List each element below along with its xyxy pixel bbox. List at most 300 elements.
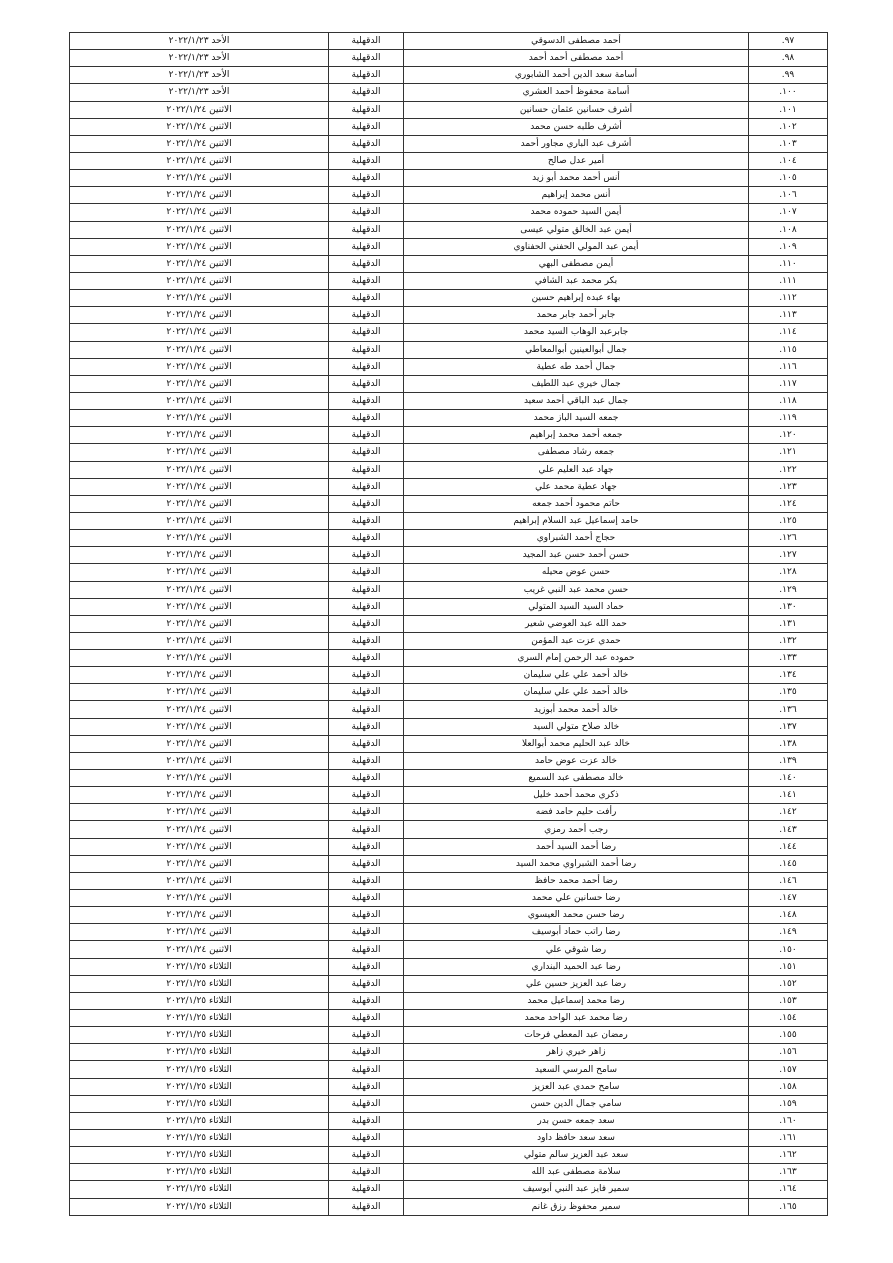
date-cell: الاثنين ٢٠٢٢/١/٢٤	[70, 735, 329, 752]
number-cell: ١٥٤.	[749, 1010, 828, 1027]
number-cell: ١٥٦.	[749, 1044, 828, 1061]
table-row	[70, 1078, 828, 1095]
name-cell: جمعه السيد الباز محمد	[404, 410, 749, 427]
governorate-cell: الدقهلية	[329, 890, 404, 907]
date-cell: الاثنين ٢٠٢٢/١/٢٤	[70, 255, 329, 272]
table-row	[70, 718, 828, 735]
governorate-cell: الدقهلية	[329, 821, 404, 838]
name-cell: رجب أحمد رمزي	[404, 821, 749, 838]
name-cell: سامي جمال الدين حسن	[404, 1095, 749, 1112]
table-row	[70, 530, 828, 547]
name-cell: رضا راتب حماد أبوسيف	[404, 924, 749, 941]
name-cell: سعد جمعه حسن بدر	[404, 1112, 749, 1129]
date-cell: الاثنين ٢٠٢٢/١/٢٤	[70, 101, 329, 118]
name-cell: أنس محمد إبراهيم	[404, 187, 749, 204]
table-row	[70, 444, 828, 461]
table-row	[70, 67, 828, 84]
number-cell: ١٥٧.	[749, 1061, 828, 1078]
governorate-cell: الدقهلية	[329, 135, 404, 152]
date-cell: الاثنين ٢٠٢٢/١/٢٤	[70, 221, 329, 238]
table-row	[70, 221, 828, 238]
table-row	[70, 1044, 828, 1061]
date-cell: الاثنين ٢٠٢٢/١/٢٤	[70, 564, 329, 581]
number-cell: ١٠٤.	[749, 152, 828, 169]
name-cell: سامح حمدي عبد العزيز	[404, 1078, 749, 1095]
name-cell: أشرف عبد الباري مجاور أحمد	[404, 135, 749, 152]
number-cell: ١٤٨.	[749, 907, 828, 924]
governorate-cell: الدقهلية	[329, 1198, 404, 1215]
table-row	[70, 410, 828, 427]
table-row	[70, 324, 828, 341]
governorate-cell: الدقهلية	[329, 324, 404, 341]
date-cell: الأحد ٢٠٢٢/١/٢٣	[70, 67, 329, 84]
table-row	[70, 1112, 828, 1129]
date-cell: الاثنين ٢٠٢٢/١/٢٤	[70, 684, 329, 701]
table-row	[70, 255, 828, 272]
name-cell: حمدي عزت عبد المؤمن	[404, 632, 749, 649]
table-row	[70, 461, 828, 478]
date-cell: الاثنين ٢٠٢٢/١/٢٤	[70, 324, 329, 341]
number-cell: ١٥١.	[749, 958, 828, 975]
table-row	[70, 1130, 828, 1147]
table-row	[70, 512, 828, 529]
name-cell: خالد أحمد محمد أبوزيد	[404, 701, 749, 718]
table-row	[70, 804, 828, 821]
name-cell: أحمد مصطفى الدسوقي	[404, 33, 749, 50]
table-row	[70, 821, 828, 838]
governorate-cell: الدقهلية	[329, 495, 404, 512]
name-cell: رضا شوقي علي	[404, 941, 749, 958]
number-cell: ١٥٣.	[749, 992, 828, 1009]
date-cell: الثلاثاء ٢٠٢٢/١/٢٥	[70, 1112, 329, 1129]
date-cell: الثلاثاء ٢٠٢٢/١/٢٥	[70, 1164, 329, 1181]
table-row	[70, 598, 828, 615]
table-row	[70, 1181, 828, 1198]
table-row	[70, 1198, 828, 1215]
table-row	[70, 392, 828, 409]
number-cell: ١٠٩.	[749, 238, 828, 255]
date-cell: الاثنين ٢٠٢٢/١/٢٤	[70, 410, 329, 427]
name-cell: سلامة مصطفى عبد الله	[404, 1164, 749, 1181]
table-row	[70, 135, 828, 152]
name-cell: حاتم محمود أحمد جمعه	[404, 495, 749, 512]
number-cell: ١٢٦.	[749, 530, 828, 547]
number-cell: ١٤٩.	[749, 924, 828, 941]
governorate-cell: الدقهلية	[329, 101, 404, 118]
governorate-cell: الدقهلية	[329, 204, 404, 221]
date-cell: الاثنين ٢٠٢٢/١/٢٤	[70, 855, 329, 872]
date-cell: الأحد ٢٠٢٢/١/٢٣	[70, 84, 329, 101]
date-cell: الثلاثاء ٢٠٢٢/١/٢٥	[70, 1095, 329, 1112]
governorate-cell: الدقهلية	[329, 684, 404, 701]
table-row	[70, 204, 828, 221]
governorate-cell: الدقهلية	[329, 358, 404, 375]
governorate-cell: الدقهلية	[329, 752, 404, 769]
name-cell: رأفت حليم حامد فضه	[404, 804, 749, 821]
date-cell: الاثنين ٢٠٢٢/١/٢٤	[70, 872, 329, 889]
number-cell: ١٤٦.	[749, 872, 828, 889]
table-row	[70, 975, 828, 992]
governorate-cell: الدقهلية	[329, 770, 404, 787]
governorate-cell: الدقهلية	[329, 975, 404, 992]
governorate-cell: الدقهلية	[329, 924, 404, 941]
number-cell: ١٤٠.	[749, 770, 828, 787]
number-cell: ١٢٠.	[749, 427, 828, 444]
governorate-cell: الدقهلية	[329, 33, 404, 50]
governorate-cell: الدقهلية	[329, 290, 404, 307]
date-cell: الاثنين ٢٠٢٢/١/٢٤	[70, 752, 329, 769]
number-cell: ١٣٦.	[749, 701, 828, 718]
date-cell: الاثنين ٢٠٢٢/١/٢٤	[70, 204, 329, 221]
date-cell: الاثنين ٢٠٢٢/١/٢٤	[70, 118, 329, 135]
date-cell: الثلاثاء ٢٠٢٢/١/٢٥	[70, 1147, 329, 1164]
governorate-cell: الدقهلية	[329, 427, 404, 444]
table-row	[70, 701, 828, 718]
governorate-cell: الدقهلية	[329, 632, 404, 649]
date-cell: الاثنين ٢٠٢٢/١/٢٤	[70, 444, 329, 461]
table-row	[70, 341, 828, 358]
table-row	[70, 1027, 828, 1044]
number-cell: ١٦١.	[749, 1130, 828, 1147]
number-cell: ١٣٩.	[749, 752, 828, 769]
name-cell: جمال أبوالعينين أبوالمعاطي	[404, 341, 749, 358]
table-row	[70, 615, 828, 632]
governorate-cell: الدقهلية	[329, 650, 404, 667]
governorate-cell: الدقهلية	[329, 375, 404, 392]
date-cell: الاثنين ٢٠٢٢/١/٢٤	[70, 821, 329, 838]
date-cell: الاثنين ٢٠٢٢/١/٢٤	[70, 170, 329, 187]
name-cell: حماد السيد السيد المتولي	[404, 598, 749, 615]
table-row	[70, 1164, 828, 1181]
name-cell: حموده عبد الرحمن إمام السري	[404, 650, 749, 667]
name-cell: أيمن عبد الخالق متولي عيسى	[404, 221, 749, 238]
number-cell: ١٣٢.	[749, 632, 828, 649]
date-cell: الاثنين ٢٠٢٢/١/٢٤	[70, 307, 329, 324]
table-row	[70, 118, 828, 135]
number-cell: ١٢٥.	[749, 512, 828, 529]
number-cell: ٩٧.	[749, 33, 828, 50]
governorate-cell: الدقهلية	[329, 804, 404, 821]
number-cell: ١٦٠.	[749, 1112, 828, 1129]
name-cell: حسن أحمد حسن عبد المجيد	[404, 547, 749, 564]
name-cell: خالد أحمد علي علي سليمان	[404, 684, 749, 701]
name-cell: رضا عبد العزيز حسين علي	[404, 975, 749, 992]
date-cell: الاثنين ٢٠٢٢/١/٢٤	[70, 581, 329, 598]
governorate-cell: الدقهلية	[329, 1130, 404, 1147]
name-cell: جهاد عبد العليم علي	[404, 461, 749, 478]
date-cell: الأحد ٢٠٢٢/١/٢٣	[70, 33, 329, 50]
governorate-cell: الدقهلية	[329, 872, 404, 889]
governorate-cell: الدقهلية	[329, 564, 404, 581]
name-cell: جمال خيري عبد اللطيف	[404, 375, 749, 392]
governorate-cell: الدقهلية	[329, 392, 404, 409]
governorate-cell: الدقهلية	[329, 307, 404, 324]
table-row	[70, 564, 828, 581]
name-cell: رضا محمد عبد الواحد محمد	[404, 1010, 749, 1027]
date-cell: الاثنين ٢٠٢٢/١/٢٤	[70, 358, 329, 375]
name-cell: رضا أحمد محمد حافظ	[404, 872, 749, 889]
number-cell: ١٢٤.	[749, 495, 828, 512]
number-cell: ١١٣.	[749, 307, 828, 324]
number-cell: ١٢٣.	[749, 478, 828, 495]
date-cell: الاثنين ٢٠٢٢/١/٢٤	[70, 924, 329, 941]
table-row	[70, 787, 828, 804]
number-cell: ١٠٨.	[749, 221, 828, 238]
name-cell: حمد الله عبد العوضي شعير	[404, 615, 749, 632]
name-cell: جهاد عطية محمد علي	[404, 478, 749, 495]
name-cell: أيمن مصطفى البهي	[404, 255, 749, 272]
date-cell: الاثنين ٢٠٢٢/١/٢٤	[70, 427, 329, 444]
date-cell: الاثنين ٢٠٢٢/١/٢٤	[70, 615, 329, 632]
governorate-cell: الدقهلية	[329, 787, 404, 804]
date-cell: الاثنين ٢٠٢٢/١/٢٤	[70, 478, 329, 495]
table-row	[70, 1095, 828, 1112]
number-cell: ١٣٥.	[749, 684, 828, 701]
date-cell: الاثنين ٢٠٢٢/١/٢٤	[70, 272, 329, 289]
table-row	[70, 941, 828, 958]
number-cell: ١١٤.	[749, 324, 828, 341]
name-cell: خالد عبد الحليم محمد أبوالعلا	[404, 735, 749, 752]
governorate-cell: الدقهلية	[329, 701, 404, 718]
number-cell: ١٣٧.	[749, 718, 828, 735]
governorate-cell: الدقهلية	[329, 1112, 404, 1129]
name-cell: رمضان عبد المعطي فرحات	[404, 1027, 749, 1044]
date-cell: الاثنين ٢٠٢٢/١/٢٤	[70, 512, 329, 529]
date-cell: الاثنين ٢٠٢٢/١/٢٤	[70, 152, 329, 169]
number-cell: ١١١.	[749, 272, 828, 289]
governorate-cell: الدقهلية	[329, 1061, 404, 1078]
name-cell: أشرف حسانين عثمان حسانين	[404, 101, 749, 118]
date-cell: الاثنين ٢٠٢٢/١/٢٤	[70, 290, 329, 307]
table-row	[70, 770, 828, 787]
governorate-cell: الدقهلية	[329, 118, 404, 135]
name-cell: أيمن عبد المولي الحفني الحفناوي	[404, 238, 749, 255]
number-cell: ١٥٢.	[749, 975, 828, 992]
table-row	[70, 632, 828, 649]
date-cell: الاثنين ٢٠٢٢/١/٢٤	[70, 718, 329, 735]
number-cell: ١٢١.	[749, 444, 828, 461]
date-cell: الاثنين ٢٠٢٢/١/٢٤	[70, 804, 329, 821]
name-cell: سمير فايز عبد النبي أبوسيف	[404, 1181, 749, 1198]
governorate-cell: الدقهلية	[329, 958, 404, 975]
number-cell: ١٣١.	[749, 615, 828, 632]
name-cell: أسامة محفوظ أحمد العشري	[404, 84, 749, 101]
governorate-cell: الدقهلية	[329, 1164, 404, 1181]
governorate-cell: الدقهلية	[329, 1181, 404, 1198]
governorate-cell: الدقهلية	[329, 598, 404, 615]
table-row	[70, 667, 828, 684]
name-cell: خالد صلاح متولي السيد	[404, 718, 749, 735]
name-cell: ذكري محمد أحمد خليل	[404, 787, 749, 804]
table-row	[70, 650, 828, 667]
number-cell: ١١٢.	[749, 290, 828, 307]
date-cell: الاثنين ٢٠٢٢/١/٢٤	[70, 787, 329, 804]
table-row	[70, 872, 828, 889]
table-row	[70, 1010, 828, 1027]
date-cell: الأحد ٢٠٢٢/١/٢٣	[70, 50, 329, 67]
number-cell: ١٦٣.	[749, 1164, 828, 1181]
governorate-cell: الدقهلية	[329, 444, 404, 461]
governorate-cell: الدقهلية	[329, 718, 404, 735]
table-row	[70, 1061, 828, 1078]
table-row	[70, 187, 828, 204]
number-cell: ١٤٥.	[749, 855, 828, 872]
table-row	[70, 290, 828, 307]
date-cell: الثلاثاء ٢٠٢٢/١/٢٥	[70, 975, 329, 992]
governorate-cell: الدقهلية	[329, 838, 404, 855]
name-cell: جابر أحمد جابر محمد	[404, 307, 749, 324]
number-cell: ١٢٨.	[749, 564, 828, 581]
number-cell: ١٣٣.	[749, 650, 828, 667]
number-cell: ١٤٤.	[749, 838, 828, 855]
date-cell: الاثنين ٢٠٢٢/١/٢٤	[70, 907, 329, 924]
table-row	[70, 958, 828, 975]
number-cell: ١٦٥.	[749, 1198, 828, 1215]
date-cell: الاثنين ٢٠٢٢/١/٢٤	[70, 341, 329, 358]
number-cell: ١٣٤.	[749, 667, 828, 684]
name-cell: أيمن السيد حموده محمد	[404, 204, 749, 221]
name-cell: رضا عبد الحميد البنداري	[404, 958, 749, 975]
name-cell: زاهر خيري زاهر	[404, 1044, 749, 1061]
name-cell: رضا حسانين علي محمد	[404, 890, 749, 907]
governorate-cell: الدقهلية	[329, 1147, 404, 1164]
number-cell: ١٠٠.	[749, 84, 828, 101]
table-row	[70, 101, 828, 118]
name-cell: حسن عوض محيله	[404, 564, 749, 581]
number-cell: ٩٩.	[749, 67, 828, 84]
name-cell: جمعه أحمد محمد إبراهيم	[404, 427, 749, 444]
table-row	[70, 907, 828, 924]
table-row	[70, 50, 828, 67]
date-cell: الاثنين ٢٠٢٢/١/٢٤	[70, 890, 329, 907]
date-cell: الثلاثاء ٢٠٢٢/١/٢٥	[70, 958, 329, 975]
number-cell: ١١٥.	[749, 341, 828, 358]
date-cell: الثلاثاء ٢٠٢٢/١/٢٥	[70, 1010, 329, 1027]
table-row	[70, 478, 828, 495]
roster-sheet	[69, 32, 824, 1216]
name-cell: سعد عبد العزيز سالم متولي	[404, 1147, 749, 1164]
governorate-cell: الدقهلية	[329, 1027, 404, 1044]
governorate-cell: الدقهلية	[329, 478, 404, 495]
date-cell: الاثنين ٢٠٢٢/١/٢٤	[70, 187, 329, 204]
table-row	[70, 684, 828, 701]
number-cell: ١٤١.	[749, 787, 828, 804]
name-cell: خالد أحمد علي علي سليمان	[404, 667, 749, 684]
table-row	[70, 890, 828, 907]
number-cell: ١٦٢.	[749, 1147, 828, 1164]
number-cell: ١١٨.	[749, 392, 828, 409]
number-cell: ١٢٢.	[749, 461, 828, 478]
date-cell: الاثنين ٢٠٢٢/١/٢٤	[70, 701, 329, 718]
number-cell: ١١٩.	[749, 410, 828, 427]
governorate-cell: الدقهلية	[329, 341, 404, 358]
name-cell: أمير عدل صالح	[404, 152, 749, 169]
date-cell: الثلاثاء ٢٠٢٢/١/٢٥	[70, 1044, 329, 1061]
governorate-cell: الدقهلية	[329, 667, 404, 684]
table-row	[70, 238, 828, 255]
table-row	[70, 547, 828, 564]
number-cell: ١٣٠.	[749, 598, 828, 615]
table-row	[70, 581, 828, 598]
number-cell: ٩٨.	[749, 50, 828, 67]
name-cell: خالد عزت عوض حامد	[404, 752, 749, 769]
name-cell: رضا أحمد الشبراوي محمد السيد	[404, 855, 749, 872]
table-row	[70, 495, 828, 512]
number-cell: ١٥٨.	[749, 1078, 828, 1095]
name-cell: أسامة سعد الدين أحمد الشابوري	[404, 67, 749, 84]
name-cell: سامح المرسي السعيد	[404, 1061, 749, 1078]
governorate-cell: الدقهلية	[329, 547, 404, 564]
number-cell: ١٠٢.	[749, 118, 828, 135]
governorate-cell: الدقهلية	[329, 187, 404, 204]
name-cell: بكر محمد عبد الشافي	[404, 272, 749, 289]
name-cell: أحمد مصطفى أحمد أحمد	[404, 50, 749, 67]
number-cell: ١٤٢.	[749, 804, 828, 821]
date-cell: الاثنين ٢٠٢٢/١/٢٤	[70, 135, 329, 152]
governorate-cell: الدقهلية	[329, 50, 404, 67]
date-cell: الاثنين ٢٠٢٢/١/٢٤	[70, 461, 329, 478]
governorate-cell: الدقهلية	[329, 992, 404, 1009]
number-cell: ١١٧.	[749, 375, 828, 392]
governorate-cell: الدقهلية	[329, 907, 404, 924]
name-cell: جمال عبد الباقي أحمد سعيد	[404, 392, 749, 409]
name-cell: أنس أحمد محمد أبو زيد	[404, 170, 749, 187]
date-cell: الثلاثاء ٢٠٢٢/١/٢٥	[70, 1027, 329, 1044]
name-cell: بهاء عبده إبراهيم حسين	[404, 290, 749, 307]
governorate-cell: الدقهلية	[329, 461, 404, 478]
governorate-cell: الدقهلية	[329, 221, 404, 238]
number-cell: ١٥٥.	[749, 1027, 828, 1044]
date-cell: الاثنين ٢٠٢٢/١/٢٤	[70, 392, 329, 409]
date-cell: الاثنين ٢٠٢٢/١/٢٤	[70, 770, 329, 787]
table-row	[70, 170, 828, 187]
governorate-cell: الدقهلية	[329, 1010, 404, 1027]
number-cell: ١١٠.	[749, 255, 828, 272]
number-cell: ١٣٨.	[749, 735, 828, 752]
table-row	[70, 992, 828, 1009]
governorate-cell: الدقهلية	[329, 272, 404, 289]
number-cell: ١٠١.	[749, 101, 828, 118]
governorate-cell: الدقهلية	[329, 530, 404, 547]
governorate-cell: الدقهلية	[329, 1044, 404, 1061]
governorate-cell: الدقهلية	[329, 170, 404, 187]
governorate-cell: الدقهلية	[329, 255, 404, 272]
name-cell: سعد سعد حافظ داود	[404, 1130, 749, 1147]
name-cell: جابرعبد الوهاب السيد محمد	[404, 324, 749, 341]
table-row	[70, 33, 828, 50]
table-row	[70, 855, 828, 872]
number-cell: ١٤٧.	[749, 890, 828, 907]
table-row	[70, 152, 828, 169]
table-row	[70, 375, 828, 392]
governorate-cell: الدقهلية	[329, 410, 404, 427]
governorate-cell: الدقهلية	[329, 84, 404, 101]
governorate-cell: الدقهلية	[329, 67, 404, 84]
table-row	[70, 84, 828, 101]
number-cell: ١٥٠.	[749, 941, 828, 958]
date-cell: الاثنين ٢٠٢٢/١/٢٤	[70, 632, 329, 649]
number-cell: ١٦٤.	[749, 1181, 828, 1198]
number-cell: ١٢٩.	[749, 581, 828, 598]
name-cell: جمال أحمد طه عطية	[404, 358, 749, 375]
date-cell: الثلاثاء ٢٠٢٢/١/٢٥	[70, 1078, 329, 1095]
date-cell: الاثنين ٢٠٢٢/١/٢٤	[70, 598, 329, 615]
name-cell: رضا أحمد السيد أحمد	[404, 838, 749, 855]
date-cell: الثلاثاء ٢٠٢٢/١/٢٥	[70, 1061, 329, 1078]
governorate-cell: الدقهلية	[329, 941, 404, 958]
date-cell: الثلاثاء ٢٠٢٢/١/٢٥	[70, 1198, 329, 1215]
date-cell: الاثنين ٢٠٢٢/١/٢٤	[70, 238, 329, 255]
